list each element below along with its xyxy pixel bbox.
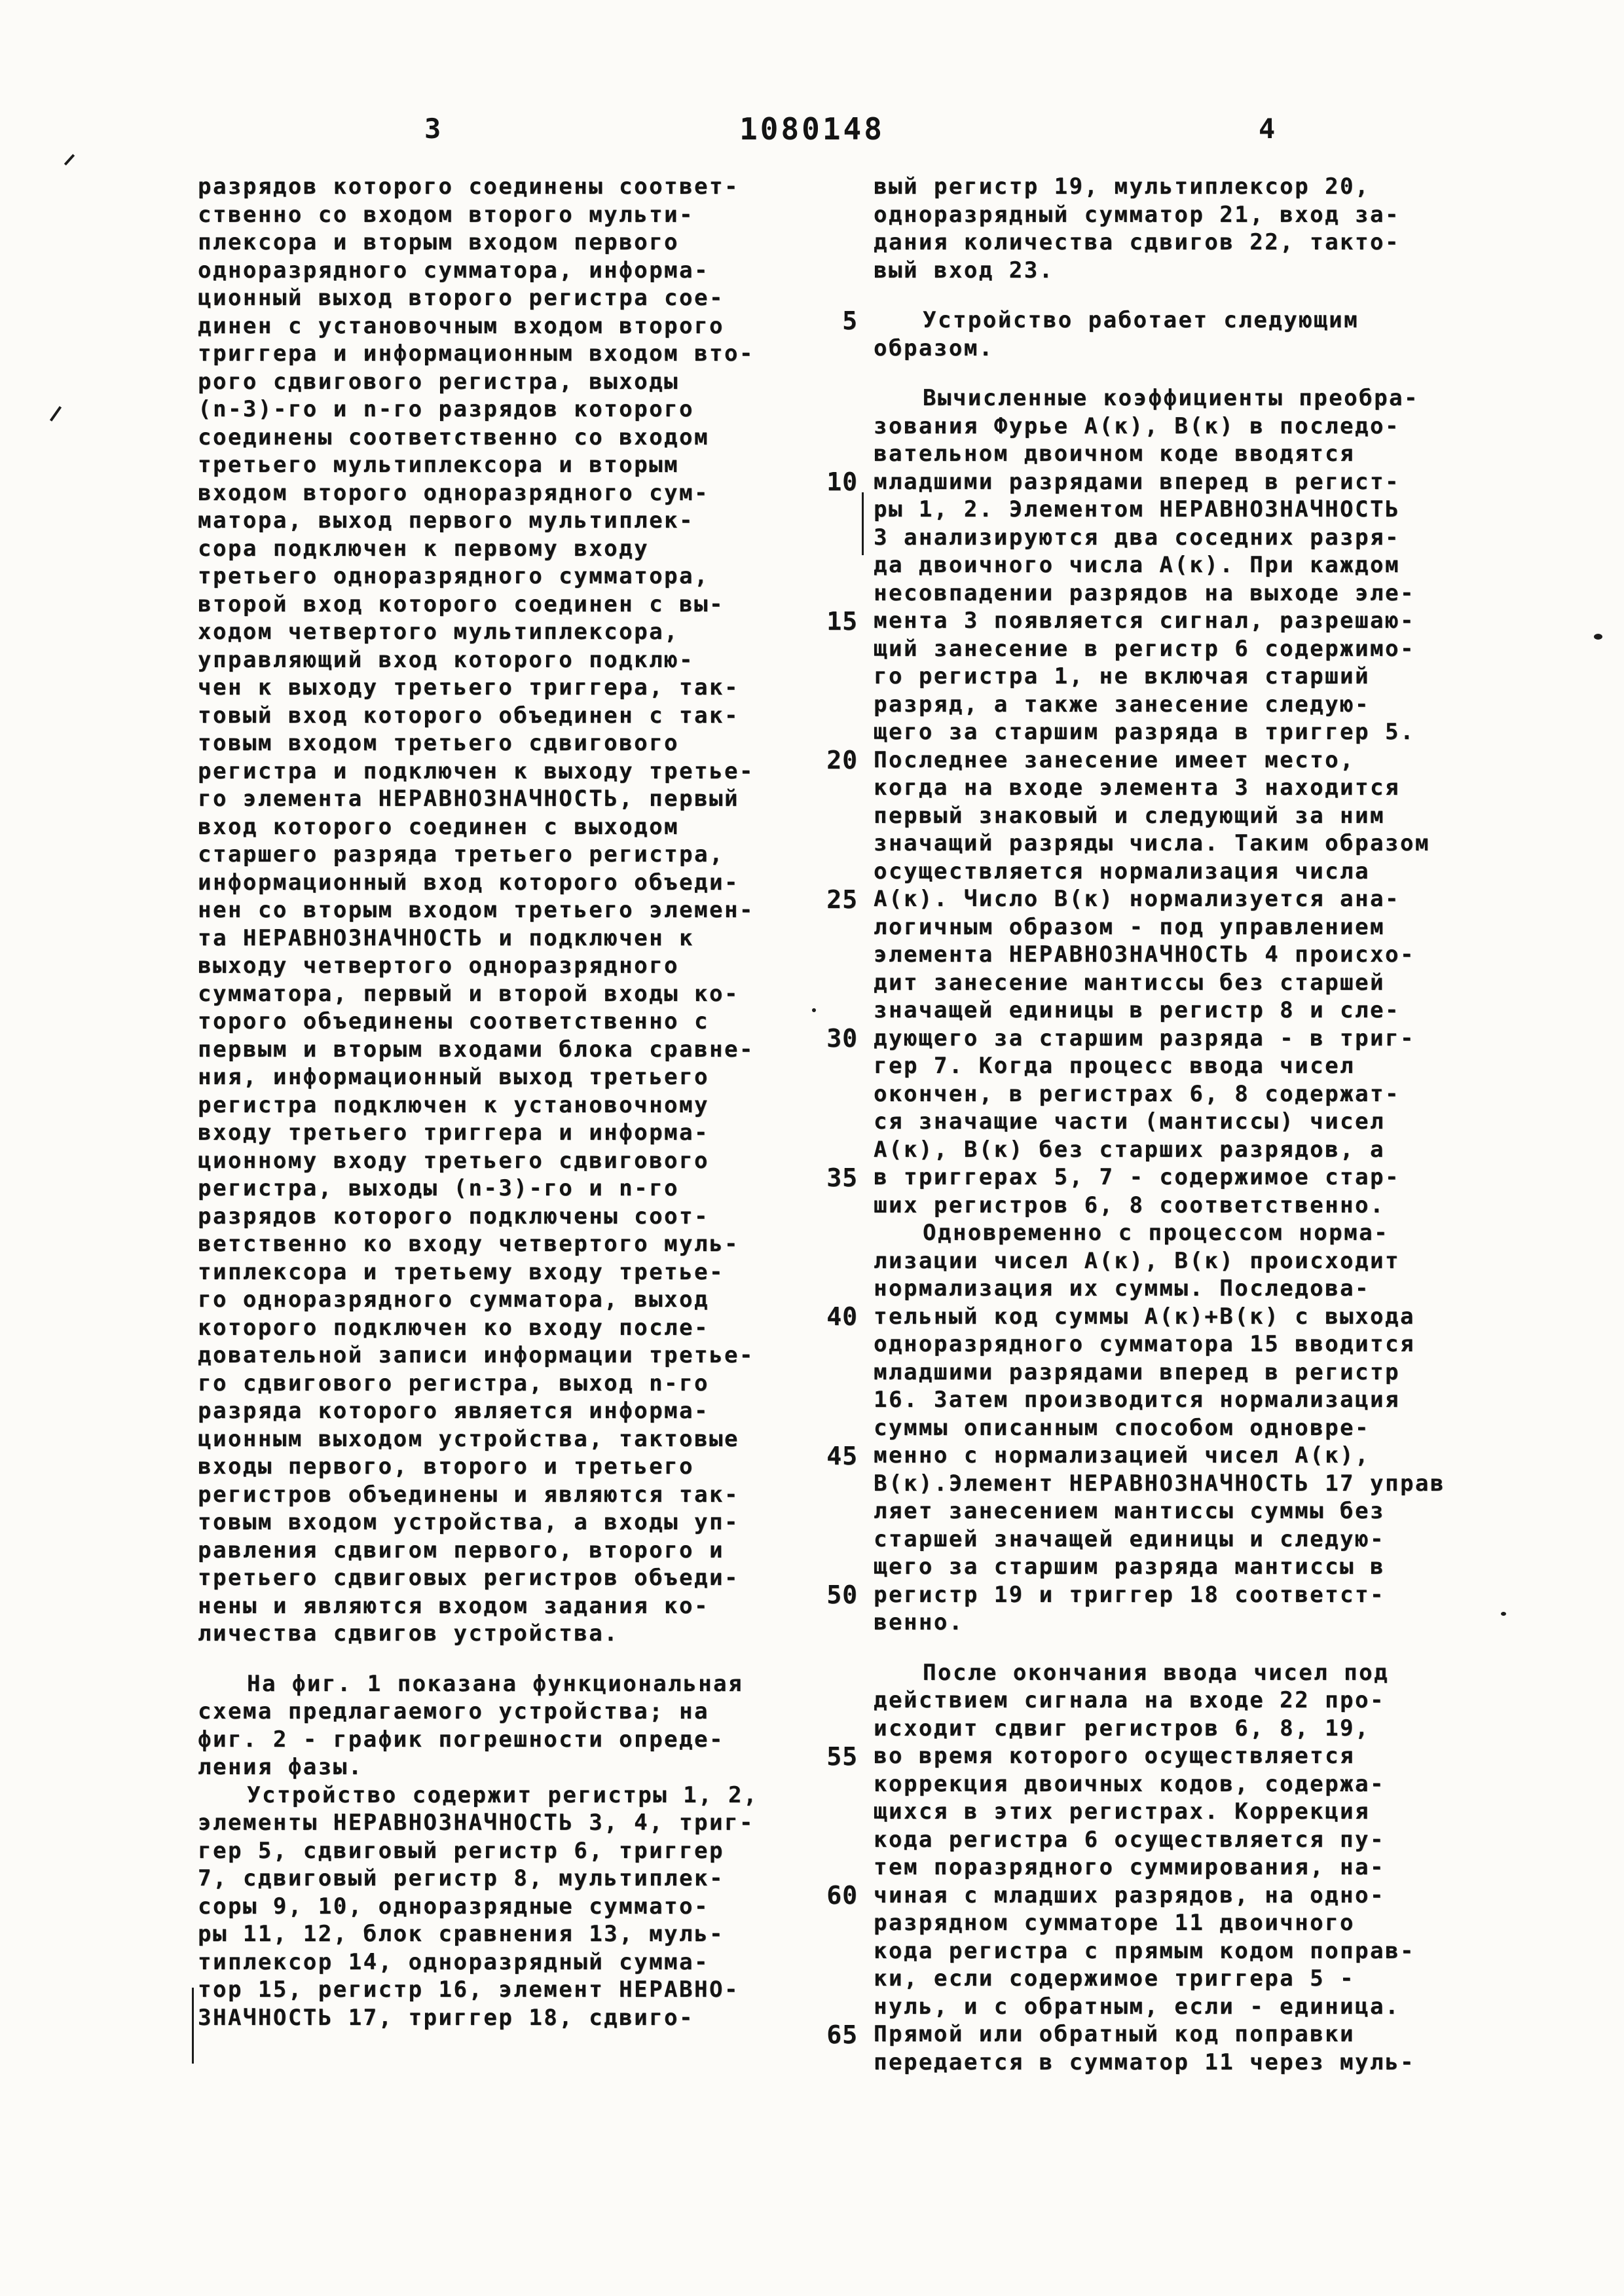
text-line: да двоичного числа А(к). При каждом	[874, 552, 1400, 578]
text-line: равления сдвигом первого, второго и	[198, 1537, 724, 1563]
margin-line-number: 40	[826, 1302, 858, 1331]
text-line: дит занесение мантиссы без старшей	[874, 969, 1385, 996]
text-line: регистра и подключен к выходу третье-	[198, 757, 754, 784]
paragraph	[874, 173, 1502, 284]
text-line: мента 3 появляется сигнал, разрешаю-	[874, 608, 1415, 634]
page-number-right: 4	[1259, 113, 1277, 145]
text-line: третьего мультиплексора и вторым	[198, 452, 680, 478]
text-line: Последнее занесение имеет место,	[874, 746, 1356, 773]
text-line: выходу четвертого одноразрядного	[198, 953, 680, 979]
margin-line-number: 15	[826, 607, 858, 636]
text-line: типлексора и третьему входу третье-	[198, 1258, 724, 1285]
text-line: дующего за старшим разряда - в триг-	[874, 1025, 1415, 1051]
text-line: дания количества сдвигов 22, такто-	[874, 229, 1400, 255]
text-line: регистра подключен к установочному	[198, 1091, 709, 1118]
text-line: 3 анализируются два соседних разря-	[874, 524, 1400, 551]
paragraph	[874, 306, 1502, 362]
text-line: ветственно ко входу четвертого муль-	[198, 1231, 739, 1257]
text-line: 7, сдвиговый регистр 8, мультиплек-	[198, 1865, 724, 1891]
text-line: рого сдвигового регистра, выходы	[198, 368, 680, 395]
text-line: тем поразрядного суммирования, на-	[874, 1854, 1385, 1880]
text-line: (n-3)-го и n-го разрядов которого	[198, 396, 695, 422]
text-line: Вычисленные коэффициенты преобра-	[923, 385, 1420, 411]
text-line: венно.	[874, 1609, 964, 1635]
text-line: довательной записи информации третье-	[198, 1342, 754, 1368]
text-line: го одноразрядного сумматора, выход	[198, 1286, 709, 1313]
text-line: третьего сдвиговых регистров объеди-	[198, 1565, 739, 1591]
text-line: ления фазы.	[198, 1754, 363, 1780]
text-line: осуществляется нормализация числа	[874, 858, 1371, 884]
patent-number: 1080148	[739, 111, 885, 147]
text-line: значащий разряды числа. Таким образом	[874, 830, 1430, 856]
text-line: кода регистра с прямым кодом поправ-	[874, 1937, 1415, 1964]
margin-line-number: 25	[826, 885, 858, 914]
text-line: чен к выходу третьего триггера, так-	[198, 674, 739, 701]
text-line: го регистра 1, не включая старший	[874, 663, 1371, 689]
text-line: го сдвигового регистра, выход n-го	[198, 1370, 709, 1396]
text-line: менно с нормализацией чисел А(к),	[874, 1442, 1371, 1468]
text-line: передается в сумматор 11 через муль-	[874, 2049, 1415, 2075]
text-line: вый вход 23.	[874, 257, 1054, 283]
text-line: разрядном сумматоре 11 двоичного	[874, 1910, 1356, 1936]
text-line: элемента НЕРАВНОЗНАЧНОСТЬ 4 происхо-	[874, 941, 1415, 968]
text-line: значащей единицы в регистр 8 и сле-	[874, 997, 1400, 1023]
text-line: в триггерах 5, 7 - содержимое стар-	[874, 1164, 1400, 1190]
text-line: вход которого соединен с выходом	[198, 813, 680, 840]
text-line: Прямой или обратный код поправки	[874, 2021, 1356, 2047]
text-line: А(к), В(к) без старших разрядов, а	[874, 1136, 1385, 1163]
text-line: та НЕРАВНОЗНАЧНОСТЬ и подключен к	[198, 924, 695, 951]
text-line: А(к). Число В(к) нормализуется ана-	[874, 886, 1400, 912]
paragraph	[874, 384, 1502, 1219]
margin-line-number: 20	[826, 746, 858, 774]
text-line: кода регистра 6 осуществляется пу-	[874, 1826, 1385, 1853]
paragraph	[874, 1219, 1502, 1637]
text-line: товый вход которого объединен с так-	[198, 702, 739, 729]
paragraph	[874, 1659, 1502, 2077]
scan-speckle	[1594, 634, 1602, 640]
paragraph	[198, 1670, 794, 1781]
text-line: лизации чисел А(к), В(к) происходит	[874, 1247, 1400, 1274]
text-line: окончен, в регистрах 6, 8 содержат-	[874, 1080, 1400, 1107]
margin-line-number: 30	[826, 1024, 858, 1053]
text-line: второй вход которого соединен с вы-	[198, 591, 724, 617]
text-line: одноразрядного сумматора, информа-	[198, 257, 709, 283]
text-line: ственно со входом второго мульти-	[198, 201, 695, 228]
margin-line-number: 35	[826, 1163, 858, 1192]
text-line: сумматора, первый и второй входы ко-	[198, 980, 739, 1007]
text-line: разрядов которого соединены соответ-	[198, 173, 739, 200]
text-line: ЗНАЧНОСТЬ 17, триггер 18, сдвиго-	[198, 2004, 695, 2031]
text-line: гер 7. Когда процесс ввода чисел	[874, 1053, 1356, 1079]
text-line: ры 1, 2. Элементом НЕРАВНОЗНАЧНОСТЬ	[874, 496, 1400, 522]
text-line: Одновременно с процессом норма-	[923, 1220, 1390, 1246]
text-line: ших регистров 6, 8 соответственно.	[874, 1192, 1385, 1218]
text-line: нены и являются входом задания ко-	[198, 1592, 709, 1619]
text-line: товым входом устройства, а входы уп-	[198, 1509, 739, 1535]
text-line: суммы описанным способом одновре-	[874, 1414, 1371, 1441]
scan-artifact	[862, 492, 864, 555]
text-line: во время которого осуществляется	[874, 1743, 1356, 1769]
text-line: ры 11, 12, блок сравнения 13, муль-	[198, 1921, 724, 1947]
text-line: триггера и информационным входом вто-	[198, 340, 754, 367]
text-line: После окончания ввода чисел под	[923, 1659, 1390, 1686]
margin-line-number: 55	[826, 1742, 858, 1771]
text-line: го элемента НЕРАВНОЗНАЧНОСТЬ, первый	[198, 786, 739, 812]
text-line: ся значащие части (мантиссы) чисел	[874, 1108, 1385, 1135]
text-line: разряда которого является информа-	[198, 1398, 709, 1424]
scan-artifact	[192, 1988, 194, 2064]
scan-artifact	[64, 154, 75, 166]
text-line: плексора и вторым входом первого	[198, 229, 680, 255]
paragraph	[198, 1781, 794, 2032]
left-text-column	[198, 173, 794, 2032]
text-line: соры 9, 10, одноразрядные суммато-	[198, 1893, 709, 1920]
text-line: логичным образом - под управлением	[874, 913, 1385, 940]
text-line: старшей значащей единицы и следую-	[874, 1525, 1385, 1552]
text-line: нен со вторым входом третьего элемен-	[198, 897, 754, 923]
text-line: соединены соответственно со входом	[198, 424, 709, 450]
text-line: которого подключен ко входу после-	[198, 1314, 709, 1341]
text-line: торого объединены соответственно с	[198, 1008, 709, 1034]
page-number-left: 3	[424, 113, 443, 145]
margin-line-number: 50	[826, 1580, 858, 1609]
text-line: когда на входе элемента 3 находится	[874, 774, 1400, 801]
text-line: щего за старшим разряда мантиссы в	[874, 1554, 1385, 1580]
text-line: регистр 19 и триггер 18 соответст-	[874, 1581, 1385, 1608]
margin-line-number: 60	[826, 1881, 858, 1910]
text-line: матора, выход первого мультиплек-	[198, 507, 695, 534]
text-line: регистра, выходы (n-3)-го и n-го	[198, 1175, 680, 1201]
text-line: входом второго одноразрядного сум-	[198, 479, 709, 506]
text-line: товым входом третьего сдвигового	[198, 730, 680, 756]
text-line: тельный код суммы А(к)+В(к) с выхода	[874, 1303, 1415, 1330]
text-line: элементы НЕРАВНОЗНАЧНОСТЬ 3, 4, триг-	[198, 1810, 754, 1836]
text-line: ходом четвертого мультиплексора,	[198, 619, 680, 645]
text-line: В(к).Элемент НЕРАВНОЗНАЧНОСТЬ 17 управ	[874, 1470, 1445, 1497]
text-line: ционным выходом устройства, тактовые	[198, 1425, 739, 1452]
scan-artifact	[50, 406, 62, 422]
text-line: ляет занесением мантиссы суммы без	[874, 1498, 1385, 1524]
text-line: тор 15, регистр 16, элемент НЕРАВНО-	[198, 1977, 739, 2003]
text-line: фиг. 2 - график погрешности опреде-	[198, 1726, 724, 1753]
right-text-column	[874, 173, 1502, 2076]
text-line: гер 5, сдвиговый регистр 6, триггер	[198, 1837, 724, 1864]
text-line: ционный выход второго регистра сое-	[198, 285, 724, 311]
text-line: На фиг. 1 показана функциональная	[247, 1670, 744, 1697]
margin-line-number: 10	[826, 467, 858, 496]
scan-speckle	[812, 1008, 816, 1012]
text-line: старшего разряда третьего регистра,	[198, 841, 724, 867]
text-line: щий занесение в регистр 6 содержимо-	[874, 635, 1415, 662]
text-line: личества сдвигов устройства.	[198, 1620, 619, 1647]
margin-line-number: 5	[842, 306, 858, 335]
text-line: вательном двоичном коде вводятся	[874, 441, 1356, 467]
text-line: разрядов которого подключены соот-	[198, 1203, 709, 1230]
text-line: зования Фурье А(к), В(к) в последо-	[874, 412, 1400, 439]
text-line: нуль, и с обратным, если - единица.	[874, 1993, 1400, 2020]
text-line: ния, информационный выход третьего	[198, 1064, 709, 1090]
text-line: действием сигнала на входе 22 про-	[874, 1687, 1385, 1713]
text-line: Устройство содержит регистры 1, 2,	[247, 1781, 758, 1808]
text-line: информационный вход которого объеди-	[198, 869, 739, 896]
text-line: третьего одноразрядного сумматора,	[198, 563, 709, 589]
text-line: первый знаковый и следующий за ним	[874, 802, 1385, 829]
text-line: одноразрядного сумматора 15 вводится	[874, 1331, 1415, 1357]
text-line: схема предлагаемого устройства; на	[198, 1698, 709, 1724]
text-line: 16. Затем производится нормализация	[874, 1387, 1400, 1413]
text-line: вый регистр 19, мультиплексор 20,	[874, 173, 1371, 200]
text-line: ки, если содержимое триггера 5 -	[874, 1965, 1356, 1992]
text-line: разряд, а также занесение следую-	[874, 691, 1371, 718]
text-line: типлексор 14, одноразрядный сумма-	[198, 1948, 709, 1975]
text-line: ционному входу третьего сдвигового	[198, 1147, 709, 1174]
margin-line-number: 45	[826, 1442, 858, 1470]
text-line: образом.	[874, 335, 994, 361]
text-line: несовпадении разрядов на выходе эле-	[874, 579, 1415, 606]
scan-speckle	[1501, 1612, 1506, 1616]
text-line: щихся в этих регистрах. Коррекция	[874, 1798, 1371, 1825]
margin-line-number: 65	[826, 2020, 858, 2049]
text-line: динен с установочным входом второго	[198, 312, 724, 339]
text-line: первым и вторым входами блока сравне-	[198, 1036, 754, 1063]
text-line: младшими разрядами вперед в регистр	[874, 1358, 1400, 1385]
text-line: одноразрядный сумматор 21, вход за-	[874, 201, 1400, 228]
text-line: управляющий вход которого подклю-	[198, 646, 695, 673]
text-line: исходит сдвиг регистров 6, 8, 19,	[874, 1715, 1371, 1741]
text-line: сора подключен к первому входу	[198, 535, 650, 562]
text-line: входы первого, второго и третьего	[198, 1453, 695, 1480]
paragraph	[198, 173, 794, 1648]
text-line: нормализация их суммы. Последова-	[874, 1275, 1371, 1302]
text-line: Устройство работает следующим	[923, 307, 1359, 333]
text-line: входу третьего триггера и информа-	[198, 1120, 709, 1146]
text-line: щего за старшим разряда в триггер 5.	[874, 719, 1415, 745]
text-line: регистров объединены и являются так-	[198, 1481, 739, 1508]
text-line: коррекция двоичных кодов, содержа-	[874, 1770, 1385, 1797]
text-line: чиная с младших разрядов, на одно-	[874, 1882, 1385, 1908]
text-line: младшими разрядами вперед в регист-	[874, 468, 1400, 495]
